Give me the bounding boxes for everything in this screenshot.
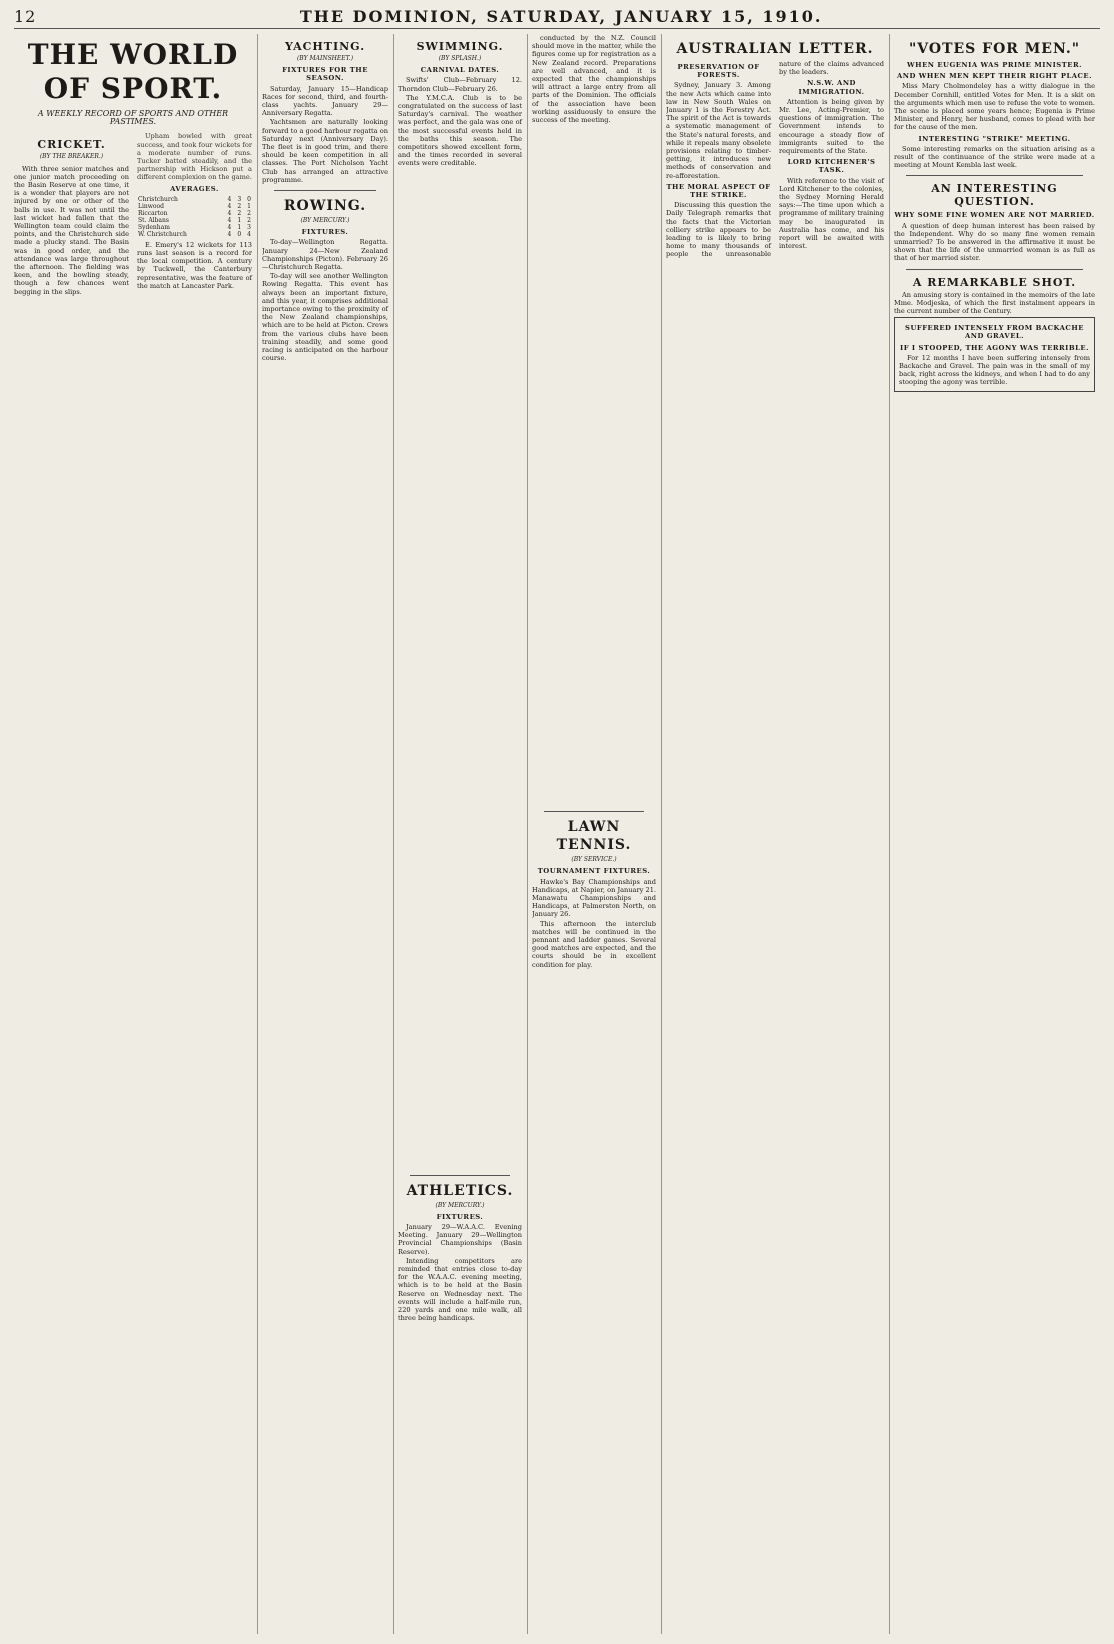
team-cell: W. Christchurch [138,230,187,238]
cricket-paragraph-2: Upham bowled with great success, and took four wickets for a moderate number of runs. Tucker batted steadily, and the partnership with Hickson put a different complexion on the game. [137,132,252,182]
rowing-paragraph: To-day will see another Wellington Rowing Regatta. This event has always been an important fixture, and this year, it comprises additional importance owing to the proximity of the New Zealand championships, which are to be held at Picton. Crews from the various clubs have been training steadily, and some good racing is anticipated on the harbour course. [262,272,388,363]
forests-heading: PRESERVATION OF FORESTS. [677,63,760,80]
page-number: 12 [14,6,37,26]
lost-cell: 3 [247,223,251,231]
advertisement-subheading: IF I STOOPED, THE AGONY WAS TERRIBLE. [900,343,1089,352]
won-cell: 3 [237,195,242,203]
swimming-heading: SWIMMING. [416,40,504,53]
team-cell: Sydenham [138,223,170,231]
australian-letter-body [666,60,884,259]
divider [544,811,644,812]
question-paragraph: A question of deep human interest has been raised by the Independent. Why do so many fine women remain unmarried? To be answered in the affirmative it must be shown that the life of the unmarried woman is as full as that of her married sister. [894,221,1095,263]
kitchener-paragraph: With reference to the visit of Lord Kitchener to the colonies, the Sydney Morning Herald says:—The time upon which a programme of military training may be inaugurated in Australia has come, and his report will be awaited with interest. [779,176,884,251]
athletics-fixtures-heading: FIXTURES. [436,1212,484,1221]
question-heading: AN INTERESTING QUESTION. [931,182,1058,209]
table-row [137,217,252,224]
swimming-paragraph: The Y.M.C.A. Club is to be congratulated on the success of last Saturday's carnival. The weather was perfect, and the gala was one of the most successful events held in the baths this season. The competitors showed excellent form, and the times recorded in several events were creditable. [398,93,522,168]
moral-aspect-paragraph: Discussing this question the Daily Telegraph remarks that the facts that the Victorian colliery strike appears to be leading to is likely to bring home to many thousands of people the unreasonable nature of the claims advanced by the leaders. [666,60,884,259]
lost-cell: 4 [247,230,251,238]
tennis-paragraph: This afternoon the interclub matches will be continued in the pennant and ladder games. Several good matches are expected, and the courts should be in excellent condition for play. [532,919,656,969]
athletics-byline: (BY MERCURY.) [435,1201,485,1209]
cricket-paragraph: With three senior matches and one junior match proceeding on the Basin Reserve at one time, it is a wonder that players are not injured by one or other of the balls in use. It was not until the last wicket had fallen that the Wellington team could claim the points, and the Christchurch side made a plucky stand. The Basin was in good order, and the attendance was large throughout the afternoon. The fielding was keen, and the bowling steady, though a few chances went begging in the slips. [14,164,129,296]
divider [906,269,1083,270]
masthead [14,4,1100,29]
rowing-byline: (BY MERCURY.) [300,217,350,225]
cricket-section [14,132,252,295]
rowing-heading: ROWING. [283,198,367,215]
athletics-heading: ATHLETICS. [406,1182,514,1199]
rowing-fixtures-heading: FIXTURES. [301,228,349,237]
played-cell: 4 [227,202,232,210]
divider [410,1175,510,1176]
votes-subheading-2: AND WHEN MEN KEPT THEIR RIGHT PLACE. [897,72,1092,81]
divider [906,175,1083,176]
votes-subheading-1: WHEN EUGENIA WAS PRIME MINISTER. [907,61,1082,69]
table-row [137,203,252,210]
remarkable-shot-heading: A REMARKABLE SHOT. [912,275,1077,289]
votes-for-men-column [894,34,1100,1634]
strike-meeting-heading: INTERESTING "STRIKE" MEETING. [918,134,1071,143]
kitchener-heading: LORD KITCHENER'S TASK. [787,158,876,175]
yachting-byline: (BY MAINSHEET.) [296,55,354,62]
votes-paragraph: Miss Mary Cholmondeley has a witty dialogue in the December Cornhill, entitled Votes for Men. It is a skit on the arguments which men use to refuse the vote to women. The scene is placed some years hence; Eugenia is Prime Minister, and Henry, her husband, comes to plead with her for the cause of the men. [894,82,1095,132]
cricket-paragraph-3: E. Emery's 12 wickets for 113 runs last season is a record for the local competition. A century by Tuckwell, the Canterbury representative, was the feature of the match at Lancaster Park. [137,240,252,290]
yachting-heading: YACHTING. [284,40,366,53]
lost-cell: 1 [247,202,251,210]
sport-columns [14,34,258,1634]
won-cell: 1 [237,223,242,231]
lawn-tennis-heading: LAWN TENNIS. [556,819,632,854]
team-cell: Linwood [138,202,164,210]
strike-meeting-paragraph: Some interesting remarks on the situation arising as a result of the continuance of the strike were made at a meeting at Mount Kembla last week. [894,144,1095,170]
lost-cell: 2 [247,209,251,217]
played-cell: 4 [227,216,232,224]
averages-table [137,196,252,238]
played-cell: 4 [227,209,232,217]
won-cell: 2 [237,202,242,210]
athletics-paragraph: Intending competitors are reminded that entries close to-day for the W.A.A.C. evening meeting, which is to be held at the Basin Reserve on Wednesday next. The events will include a half-mile run, 220 yards and one mile walk, all three being handicaps. [398,1256,522,1323]
question-subheading: WHY SOME FINE WOMEN ARE NOT MARRIED. [894,211,1095,220]
yachting-fixtures-heading: FIXTURES FOR THE SEASON. [282,66,368,83]
carnival-dates: Swifts' Club—February 12. Thorndon Club—February 26. [398,76,522,93]
athletics-fixtures: January 29—W.A.A.C. Evening Meeting. January 29—Wellington Provincial Championships (Basin Reserve). [398,1223,522,1256]
averages-heading: AVERAGES. [170,184,219,193]
advertisement-box [894,317,1095,391]
cricket-heading: CRICKET. [37,138,106,152]
remarkable-shot-paragraph: An amusing story is contained in the memoirs of the late Mme. Modjeska, of which the first instalment appears in the current number of the Century. [894,290,1095,316]
swimming-body-spacer [398,169,522,1169]
australian-letter-heading: AUSTRALIAN LETTER. [676,41,874,57]
carnival-heading: CARNIVAL DATES. [420,66,500,75]
advertisement-paragraph: For 12 months I have been suffering intensely from Backache and Gravel. The pain was in the small of my back, right across the kidneys, and when I had to do any stooping the agony was terrible. [899,353,1090,387]
australian-letter-columns [666,34,890,1634]
tennis-byline: (BY SERVICE.) [571,856,617,864]
won-cell: 1 [237,216,242,224]
world-of-sport-heading: THE WORLD OF SPORT. [27,38,239,105]
divider [274,190,376,191]
cricket-byline: (BY THE BREAKER.) [39,153,104,161]
played-cell: 4 [227,223,232,231]
immigration-paragraph: Attention is being given by Mr. Lee, Acting-Premier, to questions of immigration. The Government intends to encourage a steady flow of immigrants suited to the requirements of the State. [779,97,884,156]
yachting-rowing-column [262,34,394,1634]
continuation-paragraph: conducted by the N.Z. Council should move in the matter, while the figures come up for registration as a New Zealand record. Preparations are well advanced, and it is expected that the championships will attract a large entry from all parts of the Dominion. The officials of the association have been working assiduously to ensure the success of the meeting. [532,34,656,125]
lost-cell: 2 [247,216,251,224]
continuation-spacer [532,125,656,805]
played-cell: 4 [227,195,232,203]
rowing-fixtures: To-day—Wellington Regatta. January 24—New Zealand Championships (Picton). February 26—Christchurch Regatta. [262,238,388,272]
team-cell: St. Albans [138,216,169,224]
table-row [137,210,252,217]
table-row [137,196,252,203]
swimming-athletics-column [398,34,528,1634]
team-cell: Christchurch [138,195,178,203]
lost-cell: 0 [247,195,251,203]
table-row [137,231,252,238]
swimming-byline: (BY SPLASH.) [438,55,482,62]
won-cell: 0 [237,230,242,238]
moral-aspect-heading: THE MORAL ASPECT OF THE STRIKE. [666,182,771,200]
yachting-fixtures: Saturday, January 15—Handicap Races for second, third, and fourth-class yachts. January 29—Anniversary Regatta. [262,84,388,118]
played-cell: 4 [227,230,232,238]
team-cell: Riccarton [138,209,168,217]
won-cell: 2 [237,209,242,217]
yachting-paragraph: Yachtsmen are naturally looking forward to a good harbour regatta on Saturday next (Anniversary Day). The fleet is in good trim, and there should be keen competition in all classes. The Port Nicholson Yacht Club has arranged an attractive programme. [262,118,388,184]
tennis-column [532,34,662,1634]
tennis-fixtures: Hawke's Bay Championships and Handicaps, at Napier, on January 21. Manawatu Championships and Handicaps, at Palmerston North, on January 26. [532,877,656,919]
advertisement-heading: SUFFERED INTENSELY FROM BACKACHE AND GRAVEL. [905,324,1084,341]
forests-paragraph: Sydney, January 3. Among the new Acts which came into law in New South Wales on January 1 is the Forestry Act. The spirit of the Act is towards a systematic management of the State's natural forests, and while it repeals many obsolete provisions relating to timber-getting, it introduces new methods of conservation and re-afforestation. [666,81,771,180]
votes-for-men-heading: "VOTES FOR MEN." [908,41,1081,57]
table-row [137,224,252,231]
tennis-fixtures-heading: TOURNAMENT FIXTURES. [537,867,651,876]
immigration-heading: N.S.W. AND IMMIGRATION. [798,79,865,96]
world-of-sport-subheading: A WEEKLY RECORD OF SPORTS AND OTHER PASTIMES. [37,109,229,127]
newspaper-title: THE DOMINION, SATURDAY, JANUARY 15, 1910. [299,6,823,26]
